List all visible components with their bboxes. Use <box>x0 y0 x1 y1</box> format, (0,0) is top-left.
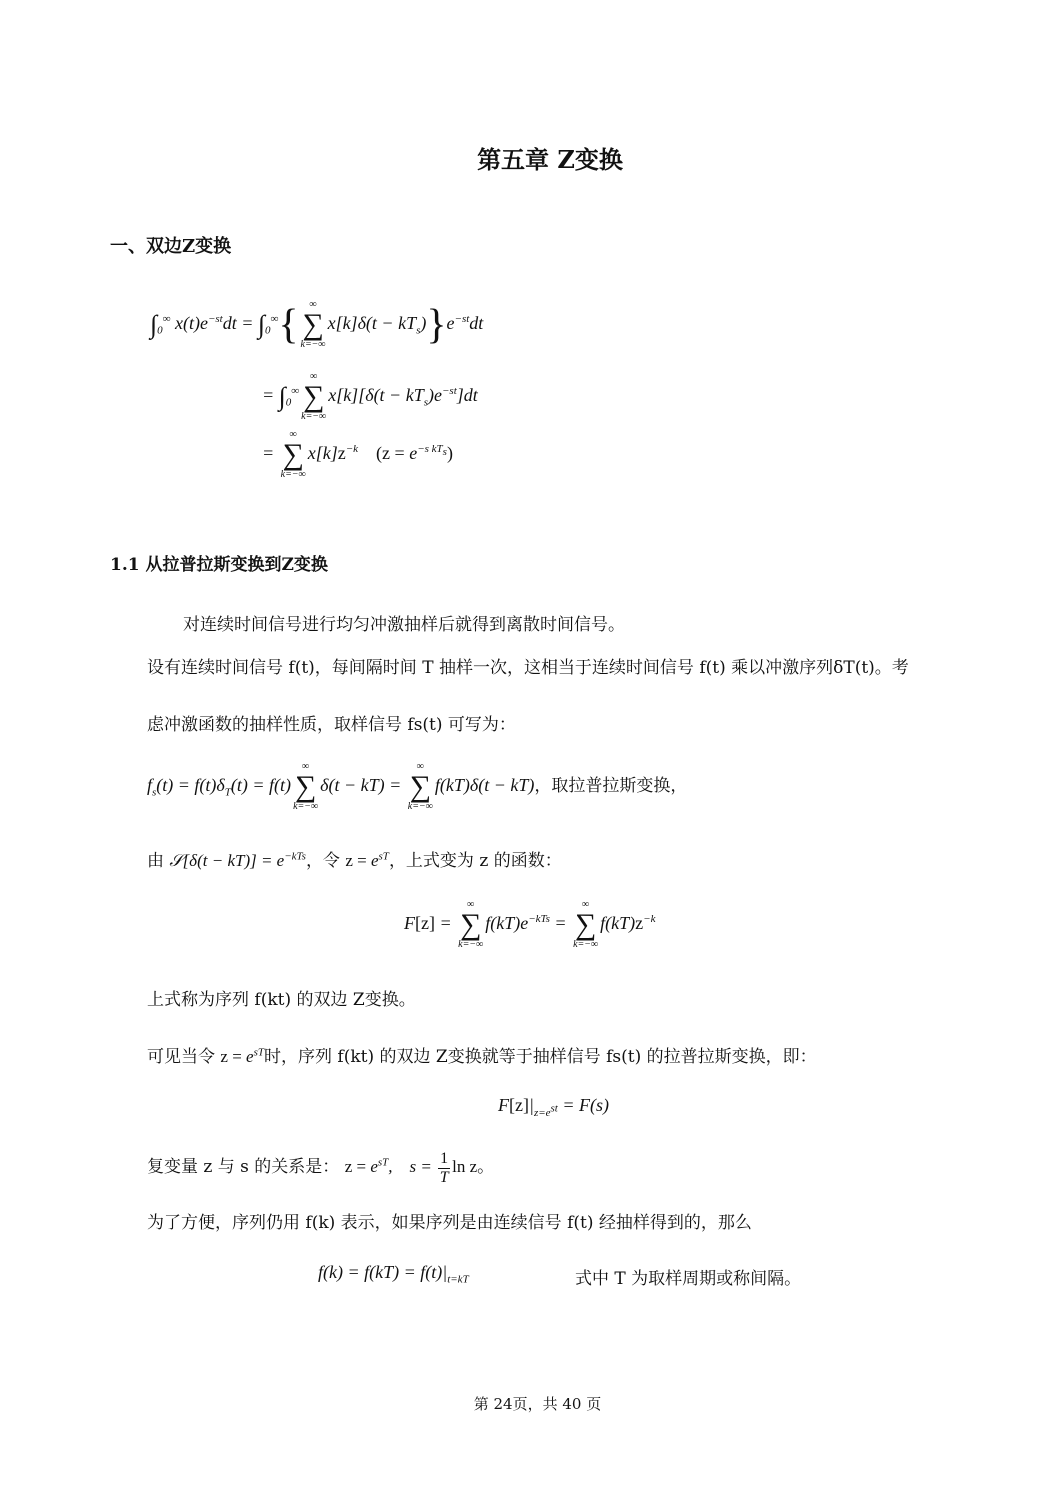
equation-line-2: = $\int_0^\infty$ ∞ ∑ k=−∞ $x[k][\delta(t - kT_s)e^{-st}]dt$ <box>262 371 478 422</box>
paragraph-fragment: 复变量 z 与 s 的关系是： <box>147 1157 340 1177</box>
paragraph: 对连续时间信号进行均匀冲激抽样后就得到离散时间信号。 <box>183 615 625 635</box>
paragraph: 设有连续时间信号 f(t)，每间隔时间 T 抽样一次，这相当于连续时间信号 f(t) 乘以冲激序列δT(t)。考 <box>147 658 909 678</box>
page-title: 第五章 Z变换 <box>477 145 623 174</box>
paragraph: 复变量 z 与 s 的关系是： $z = e^{sT}$, s = $\frac{1}{T}$ ln z。 <box>147 1150 495 1186</box>
paragraph: 为了方便，序列仍用 f(k) 表示，如果序列是由连续信号 f(t) 经抽样得到的，那么 <box>147 1213 752 1233</box>
section-heading: 一、双边Z变换 <box>110 236 232 257</box>
paragraph-fragment: 时，序列 f(kt) 的双边 Z变换就等于抽样信号 fs(t) 的拉普拉斯变换，即： <box>264 1047 817 1067</box>
paragraph: 上式称为序列 f(kt) 的双边 Z变换。 <box>147 990 416 1010</box>
paragraph-fragment: 由 <box>147 851 164 871</box>
paragraph: 由 𝒮[δ(t − $kT)] = e^{-kTs}$，令 $z = e^{sT}$，上式变为 z 的函数： <box>147 850 562 871</box>
equation-line-1: $\int_0^\infty$ $x(t)e^{-st}dt = \int_0^\infty${ ∞ ∑ k=−∞ $x[k]\delta(t - kT_s)\}e^{-st}dt$ <box>150 299 484 350</box>
sequence-equation: $f(k) = f(kT) = f(t)|_{t=kT}$ <box>318 1262 469 1286</box>
z-transform-equation: F[z] = ∞ ∑ k=−∞ $f(kT)e^{-kTs}$ = ∞ ∑ k=−∞ $f(kT)z^{-k}$ <box>404 899 656 950</box>
paragraph-fragment: 可见当令 <box>147 1047 215 1067</box>
sampling-equation: $f_s(t) = f(t)\delta_T(t) = f(t)$ ∞ ∑ k=−∞ δ(t − kT) = ∞ ∑ k=−∞ f(kT)δ(t − kT)，取拉普拉斯变换， <box>147 761 688 812</box>
paragraph: 可见当令 $z = e^{sT}$时，序列 f(kt) 的双边 Z变换就等于抽样信号 fs(t) 的拉普拉斯变换，即： <box>147 1046 817 1067</box>
equation-trailing-text: ，取拉普拉斯变换， <box>534 776 688 796</box>
paragraph-fragment: ，上式变为 z 的函数： <box>388 851 562 871</box>
subsection-heading: 1.1 从拉普拉斯变换到Z变换 <box>110 555 328 575</box>
paragraph-fragment: ，令 <box>305 851 340 871</box>
relation-equation: $F[z]|_{z=e^{st}} = F(s)$ <box>498 1095 610 1119</box>
paragraph: 虑冲激函数的抽样性质，取样信号 fs(t) 可写为： <box>147 715 516 735</box>
paragraph: 式中 T 为取样周期或称间隔。 <box>575 1269 802 1289</box>
equation-line-3: = ∞ ∑ k=−∞ $x[k]z^{-k}$ $(z = e^{-s kT_s})$ <box>262 429 453 480</box>
page-footer: 第 24页，共 40 页 <box>473 1395 602 1413</box>
